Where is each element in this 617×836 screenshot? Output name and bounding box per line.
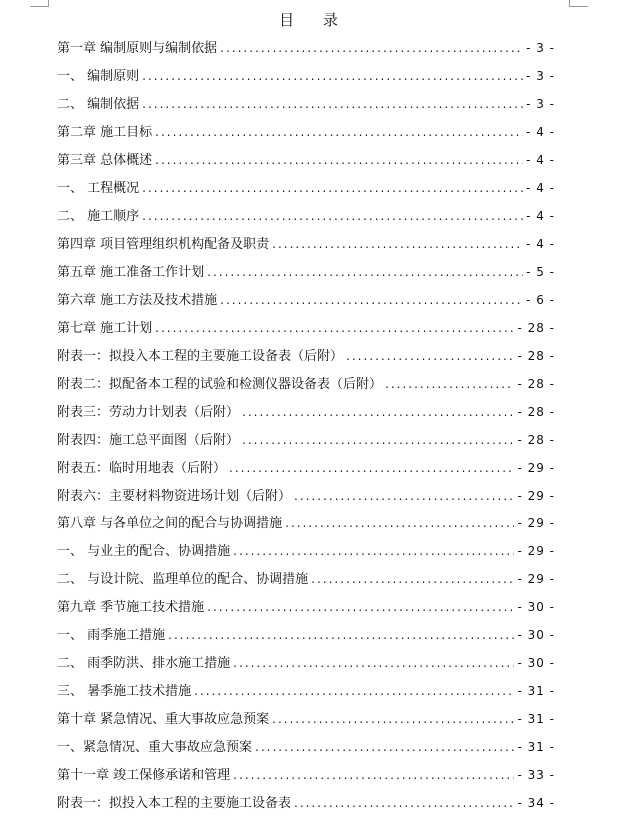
toc-entry-title: 二、 与设计院、监理单位的配合、协调措施 [57,572,309,588]
toc-entry-page-number: - 31 - [517,684,555,699]
toc-entry[interactable] [57,91,555,119]
toc-entry[interactable] [57,483,555,511]
toc-entry-title: 第二章 施工目标 [57,124,153,140]
toc-entry-page-number: - 31 - [517,712,555,727]
toc-entry-title: 第七章 施工计划 [57,320,153,336]
dot-leader [385,371,514,399]
toc-entry-title: 第一章 编制原则与编制依据 [57,41,218,56]
dot-leader [168,622,514,650]
dot-leader [229,455,514,483]
toc-entry-page-number: - 29 - [517,460,555,475]
dot-leader [155,315,514,343]
dot-leader [233,650,514,678]
toc-entry-page-number: - 30 - [517,600,555,615]
toc-entry-title: 第十一章 竣工保修承诺和管理 [57,768,231,784]
toc-entry-title: 附表五：临时用地表（后附） [57,460,227,476]
toc-entry-page-number: - 29 - [517,516,555,531]
toc-entry[interactable] [57,147,555,175]
toc-entry[interactable] [57,566,555,594]
dot-leader [142,91,523,119]
toc-entry[interactable] [57,734,555,762]
dot-leader [255,734,514,762]
dot-leader [285,510,514,538]
toc-entry-page-number: - 4 - [526,124,555,139]
toc-entry-title: 第四章 项目管理组织机构配备及职责 [57,236,270,252]
toc-entry[interactable] [57,343,555,371]
margin-corner-mark-left [30,0,49,7]
toc-entry[interactable] [57,622,555,650]
toc-entry[interactable] [57,119,555,147]
toc-entry-title: 三、 暑季施工技术措施 [57,684,192,700]
table-of-contents [57,35,555,818]
dot-leader [142,203,523,231]
toc-entry[interactable] [57,175,555,203]
toc-entry[interactable] [57,63,555,91]
toc-entry-page-number: - 3 - [526,41,555,55]
toc-entry-page-number: - 30 - [517,656,555,671]
toc-entry-page-number: - 6 - [526,292,555,307]
toc-entry[interactable] [57,706,555,734]
toc-entry-page-number: - 29 - [517,544,555,559]
toc-entry-page-number: - 5 - [526,264,555,279]
toc-entry[interactable] [57,287,555,315]
toc-entry[interactable] [57,762,555,790]
toc-entry-page-number: - 3 - [526,96,555,111]
toc-entry[interactable] [57,399,555,427]
toc-entry-title: 一、 编制原则 [57,68,140,84]
toc-entry[interactable] [57,203,555,231]
toc-entry-page-number: - 4 - [526,236,555,251]
dot-leader [346,343,514,371]
dot-leader [155,119,523,147]
toc-entry-page-number: - 4 - [526,180,555,195]
toc-entry-page-number: - 33 - [517,768,555,783]
toc-entry[interactable] [57,371,555,399]
dot-leader [242,399,514,427]
dot-leader [207,594,514,622]
toc-entry-page-number: - 30 - [517,628,555,643]
toc-entry-page-number: - 28 - [517,320,555,335]
toc-entry-page-number: - 34 - [517,796,555,811]
toc-entry[interactable] [57,790,555,818]
toc-entry-page-number: - 4 - [526,208,555,223]
dot-leader [242,427,514,455]
toc-entry[interactable] [57,510,555,538]
toc-entry[interactable] [57,259,555,287]
dot-leader [194,678,514,706]
toc-entry-page-number: - 28 - [517,376,555,391]
toc-entry[interactable] [57,538,555,566]
toc-entry-title: 一、 工程概况 [57,180,140,196]
toc-entry-title: 一、 雨季施工措施 [57,628,166,644]
toc-entry[interactable] [57,231,555,259]
toc-entry-page-number: - 28 - [517,404,555,419]
toc-entry-title: 第十章 紧急情况、重大事故应急预案 [57,712,270,728]
toc-entry-title: 一、 与业主的配合、协调措施 [57,544,231,560]
toc-entry[interactable] [57,678,555,706]
toc-entry[interactable] [57,455,555,483]
toc-entry-title: 二、 编制依据 [57,96,140,112]
dot-leader [155,147,523,175]
toc-entry[interactable] [57,650,555,678]
toc-entry-title: 二、 施工顺序 [57,208,140,224]
dot-leader [220,35,523,63]
toc-entry-title: 附表四：施工总平面图（后附） [57,432,240,448]
toc-entry-page-number: - 28 - [517,348,555,363]
toc-entry-title: 第九章 季节施工技术措施 [57,600,205,616]
toc-entry-title: 第八章 与各单位之间的配合与协调措施 [57,516,283,532]
toc-title: 目 录 [279,11,350,29]
toc-entry-title: 第六章 施工方法及技术措施 [57,292,218,308]
dot-leader [220,287,523,315]
dot-leader [207,259,523,287]
toc-entry[interactable] [57,594,555,622]
dot-leader [311,566,514,594]
dot-leader [272,706,514,734]
toc-entry-page-number: - 31 - [517,740,555,755]
margin-corner-mark-right [569,0,588,7]
dot-leader [294,790,514,818]
toc-entry[interactable] [57,427,555,455]
toc-entry-title: 二、 雨季防洪、排水施工措施 [57,656,231,672]
toc-entry-page-number: - 3 - [526,68,555,83]
toc-entry-title: 附表一：拟投入本工程的主要施工设备表（后附） [57,348,344,364]
toc-entry[interactable] [57,35,555,63]
toc-entry-title: 一、紧急情况、重大事故应急预案 [57,740,253,756]
toc-entry-title: 附表六：主要材料物资进场计划（后附） [57,488,292,504]
toc-entry-title: 附表二：拟配备本工程的试验和检测仪器设备表（后附） [57,376,383,392]
dot-leader [233,762,514,790]
dot-leader [294,483,514,511]
toc-entry-page-number: - 28 - [517,432,555,447]
toc-entry-page-number: - 29 - [517,488,555,503]
toc-entry-title: 第五章 施工准备工作计划 [57,264,205,280]
toc-entry-title: 附表三：劳动力计划表（后附） [57,404,240,420]
toc-entry-page-number: - 4 - [526,152,555,167]
dot-leader [233,538,514,566]
toc-entry[interactable] [57,315,555,343]
dot-leader [142,175,523,203]
toc-entry-title: 附表一：拟投入本工程的主要施工设备表 [57,796,292,812]
toc-entry-title: 第三章 总体概述 [57,152,153,168]
dot-leader [142,63,523,91]
toc-entry-page-number: - 29 - [517,572,555,587]
dot-leader [272,231,523,259]
